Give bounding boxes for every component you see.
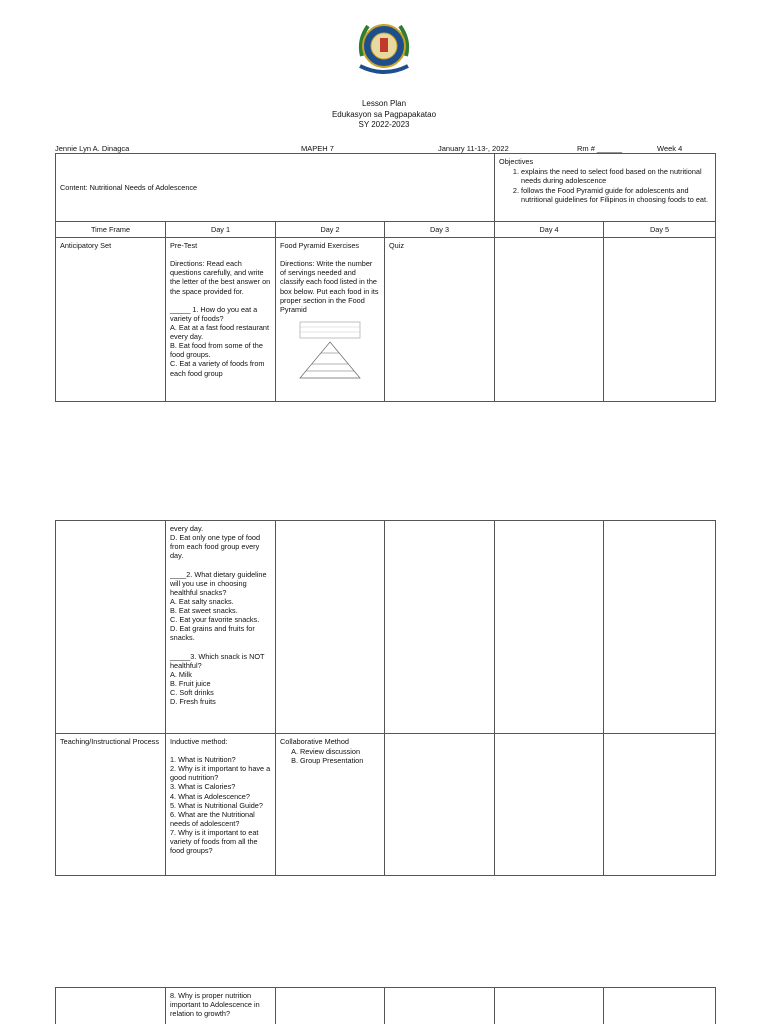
subject-title: Edukasyon sa Pagpapakatao bbox=[331, 110, 437, 119]
collaborative-title: Collaborative Method bbox=[280, 737, 349, 746]
row-label: Teaching/Instructional Process bbox=[56, 734, 166, 876]
food-pyramid-title: Food Pyramid Exercises bbox=[280, 241, 360, 251]
row-label: Anticipatory Set bbox=[56, 238, 166, 402]
day3-cell bbox=[385, 238, 495, 402]
day2-cell bbox=[276, 734, 385, 876]
objectives-label: Objectives bbox=[499, 157, 534, 166]
objectives-list bbox=[521, 167, 711, 204]
inductive-title: Inductive method: bbox=[170, 737, 228, 746]
food-pyramid-directions: Directions: Write the number of servings needed and classify each food listed in the box below. Put each food in its proper section in the Food Pyramid bbox=[280, 259, 379, 314]
inductive-questions: 1. What is Nutrition? 2. Why is it important to have a good nutrition? 3. What is Calories? 4. What is Adolescence? 5. What is Nutritional Guide? 6. What are the Nutritional needs of adolescent? 7. Why is it important to eat variety of foods from all the food groups? bbox=[170, 755, 271, 856]
objective-item: 2. follows the Food Pyramid guide for adolescents and nutritional guidelines for Filipinos in choosing foods to eat. bbox=[521, 186, 711, 204]
day1-cell bbox=[166, 521, 276, 734]
day2-cell bbox=[276, 521, 385, 734]
column-header: Day 1 bbox=[166, 222, 276, 238]
lesson-plan-table-1 bbox=[55, 153, 716, 402]
teacher-name: Jennie Lyn A. Dinagca bbox=[55, 144, 130, 153]
pretest-title: Pre-Test bbox=[170, 241, 198, 251]
objective-item: 1. explains the need to select food based on the nutritional needs during adolescence bbox=[521, 167, 711, 185]
food-pyramid-image bbox=[280, 316, 378, 380]
column-header: Day 4 bbox=[495, 222, 604, 238]
column-header: Day 2 bbox=[276, 222, 385, 238]
quiz-text: Quiz bbox=[389, 241, 405, 251]
content-cell bbox=[56, 154, 495, 222]
school-seal-logo bbox=[352, 16, 416, 80]
day3-cell bbox=[385, 521, 495, 734]
day4-cell bbox=[495, 734, 604, 876]
lesson-date: January 11-13-, 2022 bbox=[438, 144, 509, 153]
inductive-question-8: 8. Why is proper nutrition important to Adolescence in relation to growth? bbox=[170, 991, 260, 1019]
pretest-continued-text: every day. D. Eat only one type of food from each food group every day. ____2. What dietary guideline will you use in choosing healthful snacks? A. Eat salty snacks. B. Eat sweet snacks. C. Eat your favorite snacks. D. Eat grains and fruits for snacks. _____3. Which snack is NOT healthful? A. Milk B. Fruit juice C. Soft drinks D. Fresh fruits bbox=[170, 524, 267, 707]
day5-cell bbox=[604, 734, 716, 876]
day1-cell bbox=[166, 734, 276, 876]
lesson-plan-table-3 bbox=[55, 987, 716, 1024]
content-text: Content: Nutritional Needs of Adolescence bbox=[60, 182, 198, 192]
day1-cell bbox=[166, 238, 276, 402]
column-header: Day 3 bbox=[385, 222, 495, 238]
column-header: Day 5 bbox=[604, 222, 716, 238]
course-name: MAPEH 7 bbox=[301, 144, 334, 153]
collaborative-item: B. Group Presentation bbox=[300, 756, 380, 765]
day2-cell bbox=[276, 238, 385, 402]
day5-cell bbox=[604, 521, 716, 734]
objectives-cell bbox=[495, 154, 716, 222]
day4-cell bbox=[495, 238, 604, 402]
day3-cell bbox=[385, 734, 495, 876]
doc-title: Lesson Plan bbox=[361, 99, 407, 108]
row-label-empty bbox=[56, 988, 166, 1024]
day5-cell bbox=[604, 988, 716, 1024]
day2-cell bbox=[276, 988, 385, 1024]
room-number: Rm # ______ bbox=[577, 144, 623, 153]
row-label-empty bbox=[56, 521, 166, 734]
collaborative-item: A. Review discussion bbox=[300, 747, 380, 756]
day4-cell bbox=[495, 988, 604, 1024]
lesson-plan-table-2 bbox=[55, 520, 716, 876]
day5-cell bbox=[604, 238, 716, 402]
column-header: Time Frame bbox=[56, 222, 166, 238]
collaborative-list bbox=[300, 747, 380, 765]
week-number: Week 4 bbox=[657, 144, 683, 153]
day4-cell bbox=[495, 521, 604, 734]
school-year: SY 2022-2023 bbox=[358, 120, 410, 129]
pretest-text: Directions: Read each questions carefully, and write the letter of the best answer on the space provided for. _____ 1. How do you eat a variety of foods? A. Eat at a fast food restaurant every day. B. Eat food from some of the food groups. C. Eat a variety of foods from each food group bbox=[170, 259, 271, 378]
day3-cell bbox=[385, 988, 495, 1024]
day1-cell bbox=[166, 988, 276, 1024]
